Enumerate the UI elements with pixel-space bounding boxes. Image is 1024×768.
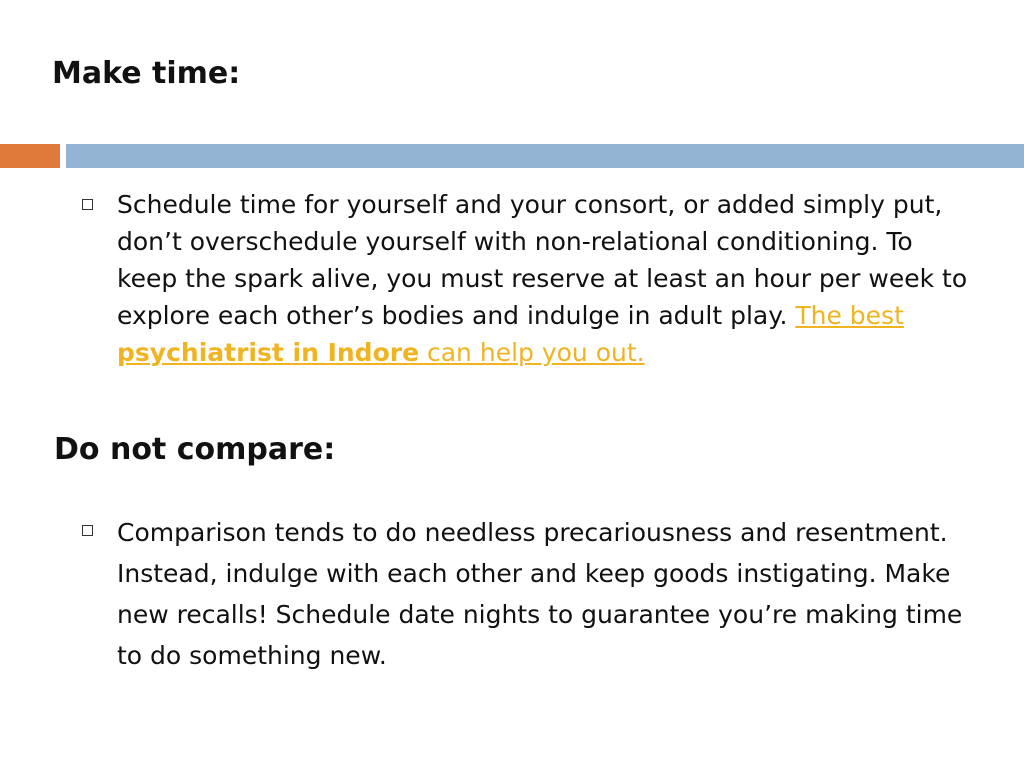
accent-bar-blue bbox=[66, 144, 1024, 168]
bullet-item-make-time bbox=[82, 186, 977, 371]
square-bullet-icon bbox=[82, 525, 93, 536]
bullet-text: Comparison tends to do needless precariousness and resentment. Instead, indulge with each other and keep goods instigating. Make new recalls! Schedule date nights to guarantee you’re making time to do something new. bbox=[117, 518, 963, 670]
section-heading-compare: Do not compare: bbox=[54, 432, 336, 467]
link-suffix: can help you out. bbox=[419, 338, 645, 367]
bullet-item-compare bbox=[82, 512, 977, 676]
accent-bar-orange bbox=[0, 144, 60, 168]
link-prefix: The best bbox=[795, 301, 904, 330]
bullet-text bbox=[117, 186, 977, 371]
paragraph-text: Schedule time for yourself and your consort, or added simply put, don’t overschedule yourself with non-relational conditioning. To keep the spark alive, you must reserve at least an hour per week to explore each other’s bodies and indulge in adult play. bbox=[117, 190, 968, 330]
slide-title: Make time: bbox=[52, 56, 241, 91]
square-bullet-icon bbox=[82, 199, 93, 210]
link-bold-text: psychiatrist in Indore bbox=[117, 338, 420, 367]
